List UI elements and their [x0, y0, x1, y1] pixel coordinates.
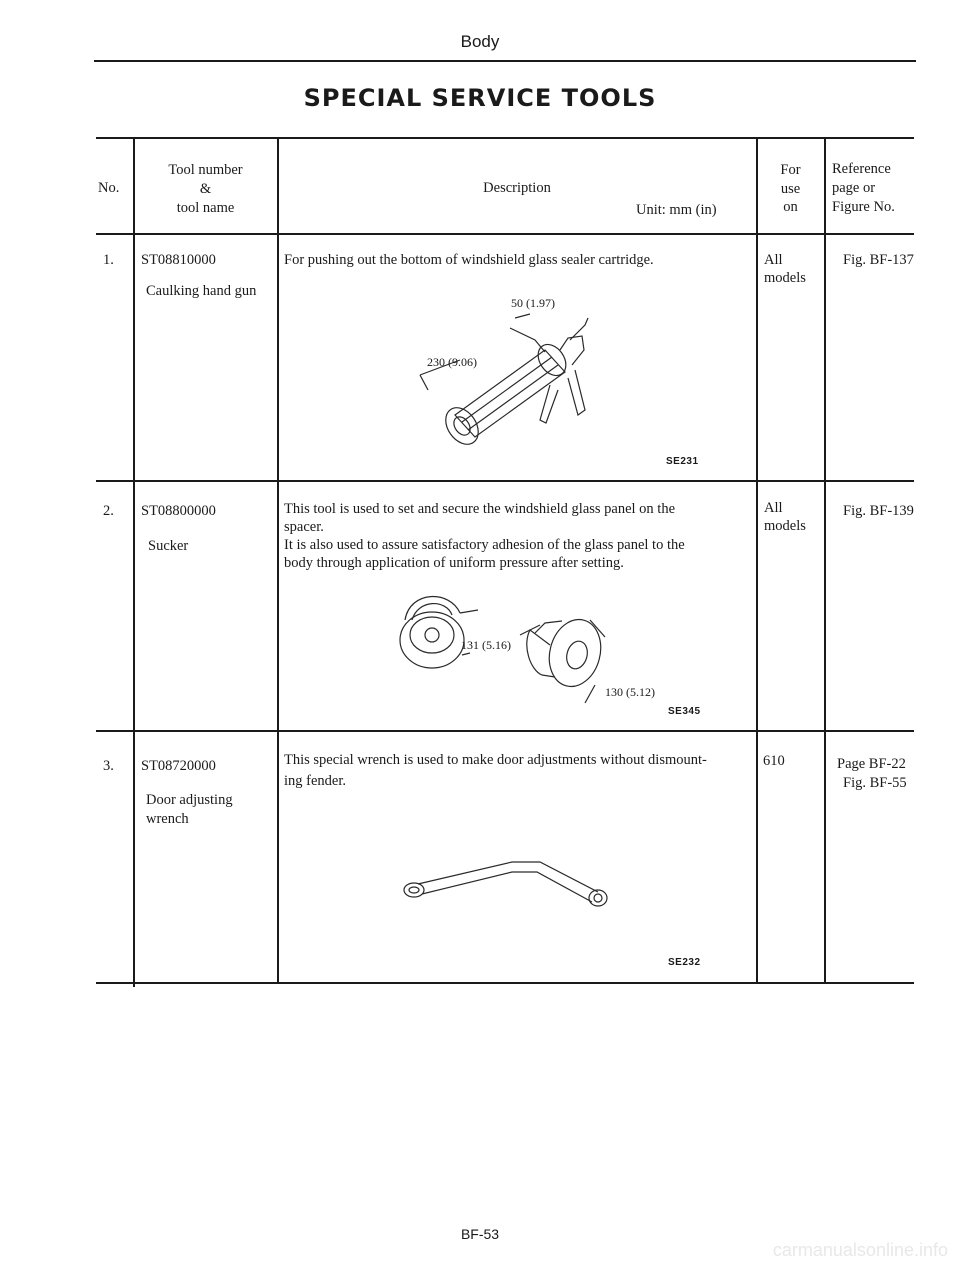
column-divider [133, 137, 135, 987]
header-rule [94, 60, 916, 62]
dimension-label: 230 (9.06) [427, 355, 477, 369]
for-use-line1: All [764, 500, 783, 516]
for-use-line1: All [764, 252, 783, 268]
header-tool-line1: Tool number [168, 162, 243, 178]
header-for-line3: on [783, 199, 798, 215]
header-bottom-rule [96, 233, 914, 235]
section-title: Body [460, 32, 500, 51]
page-number: BF-53 [460, 1226, 500, 1242]
tool-number: ST08810000 [141, 252, 216, 268]
tool-name: Caulking hand gun [146, 283, 257, 299]
description-line: spacer. [284, 519, 324, 535]
figure-code: SE231 [666, 456, 699, 467]
header-ref-line1: Reference [832, 161, 891, 177]
header-ref-line2: page or [832, 180, 876, 196]
row-divider [96, 730, 914, 732]
description: For pushing out the bottom of windshield glass sealer cartridge. [284, 252, 654, 268]
caulking-gun-illustration [400, 290, 620, 450]
header-for-line2: use [780, 181, 801, 197]
reference-line1: Page BF-22 [837, 756, 906, 772]
figure-code: SE345 [668, 706, 701, 717]
tool-name-line1: Door adjusting [146, 792, 233, 808]
header-no: No. [98, 180, 120, 196]
for-use-line1: 610 [763, 753, 785, 769]
reference-line1: Fig. BF-137 [843, 252, 914, 268]
for-use-line2: models [764, 270, 806, 286]
header-for-line1: For [780, 162, 801, 178]
header-tool-line3: tool name [176, 200, 235, 216]
column-divider [824, 137, 826, 982]
description-line: It is also used to assure satisfactory adhesion of the glass panel to the [284, 537, 685, 553]
tool-number: ST08720000 [141, 758, 216, 774]
dimension-label: 131 (5.16) [461, 638, 511, 652]
row-number: 2. [103, 503, 114, 519]
dimension-label: 130 (5.12) [605, 685, 655, 699]
page-heading: SPECIAL SERVICE TOOLS [303, 84, 657, 112]
watermark: carmanualsonline.info [772, 1240, 948, 1260]
row-divider [96, 480, 914, 482]
header-tool-line2: & [199, 181, 212, 197]
header-description: Description [483, 180, 551, 196]
door-wrench-illustration [400, 850, 620, 920]
header-ref-line3: Figure No. [832, 199, 895, 215]
tool-name-line2: wrench [146, 811, 189, 827]
table-bottom-rule [96, 982, 914, 984]
tool-number: ST08800000 [141, 503, 216, 519]
reference-line1: Fig. BF-139 [843, 503, 914, 519]
description-line: This special wrench is used to make door adjustments without dismount- [284, 752, 707, 768]
row-number: 1. [103, 252, 114, 268]
description-line: This tool is used to set and secure the windshield glass panel on the [284, 501, 676, 517]
dimension-label: 50 (1.97) [511, 296, 555, 310]
tool-name: Sucker [148, 538, 189, 554]
header-unit: Unit: mm (in) [636, 202, 717, 218]
for-use-line2: models [764, 518, 806, 534]
row-number: 3. [103, 758, 114, 774]
description-line: ing fender. [284, 773, 347, 789]
reference-line2: Fig. BF-55 [843, 775, 907, 791]
figure-code: SE232 [668, 957, 701, 968]
column-divider [756, 137, 758, 982]
description-line: body through application of uniform pressure after setting. [284, 555, 624, 571]
table-top-rule [96, 137, 914, 139]
column-divider [277, 137, 279, 982]
